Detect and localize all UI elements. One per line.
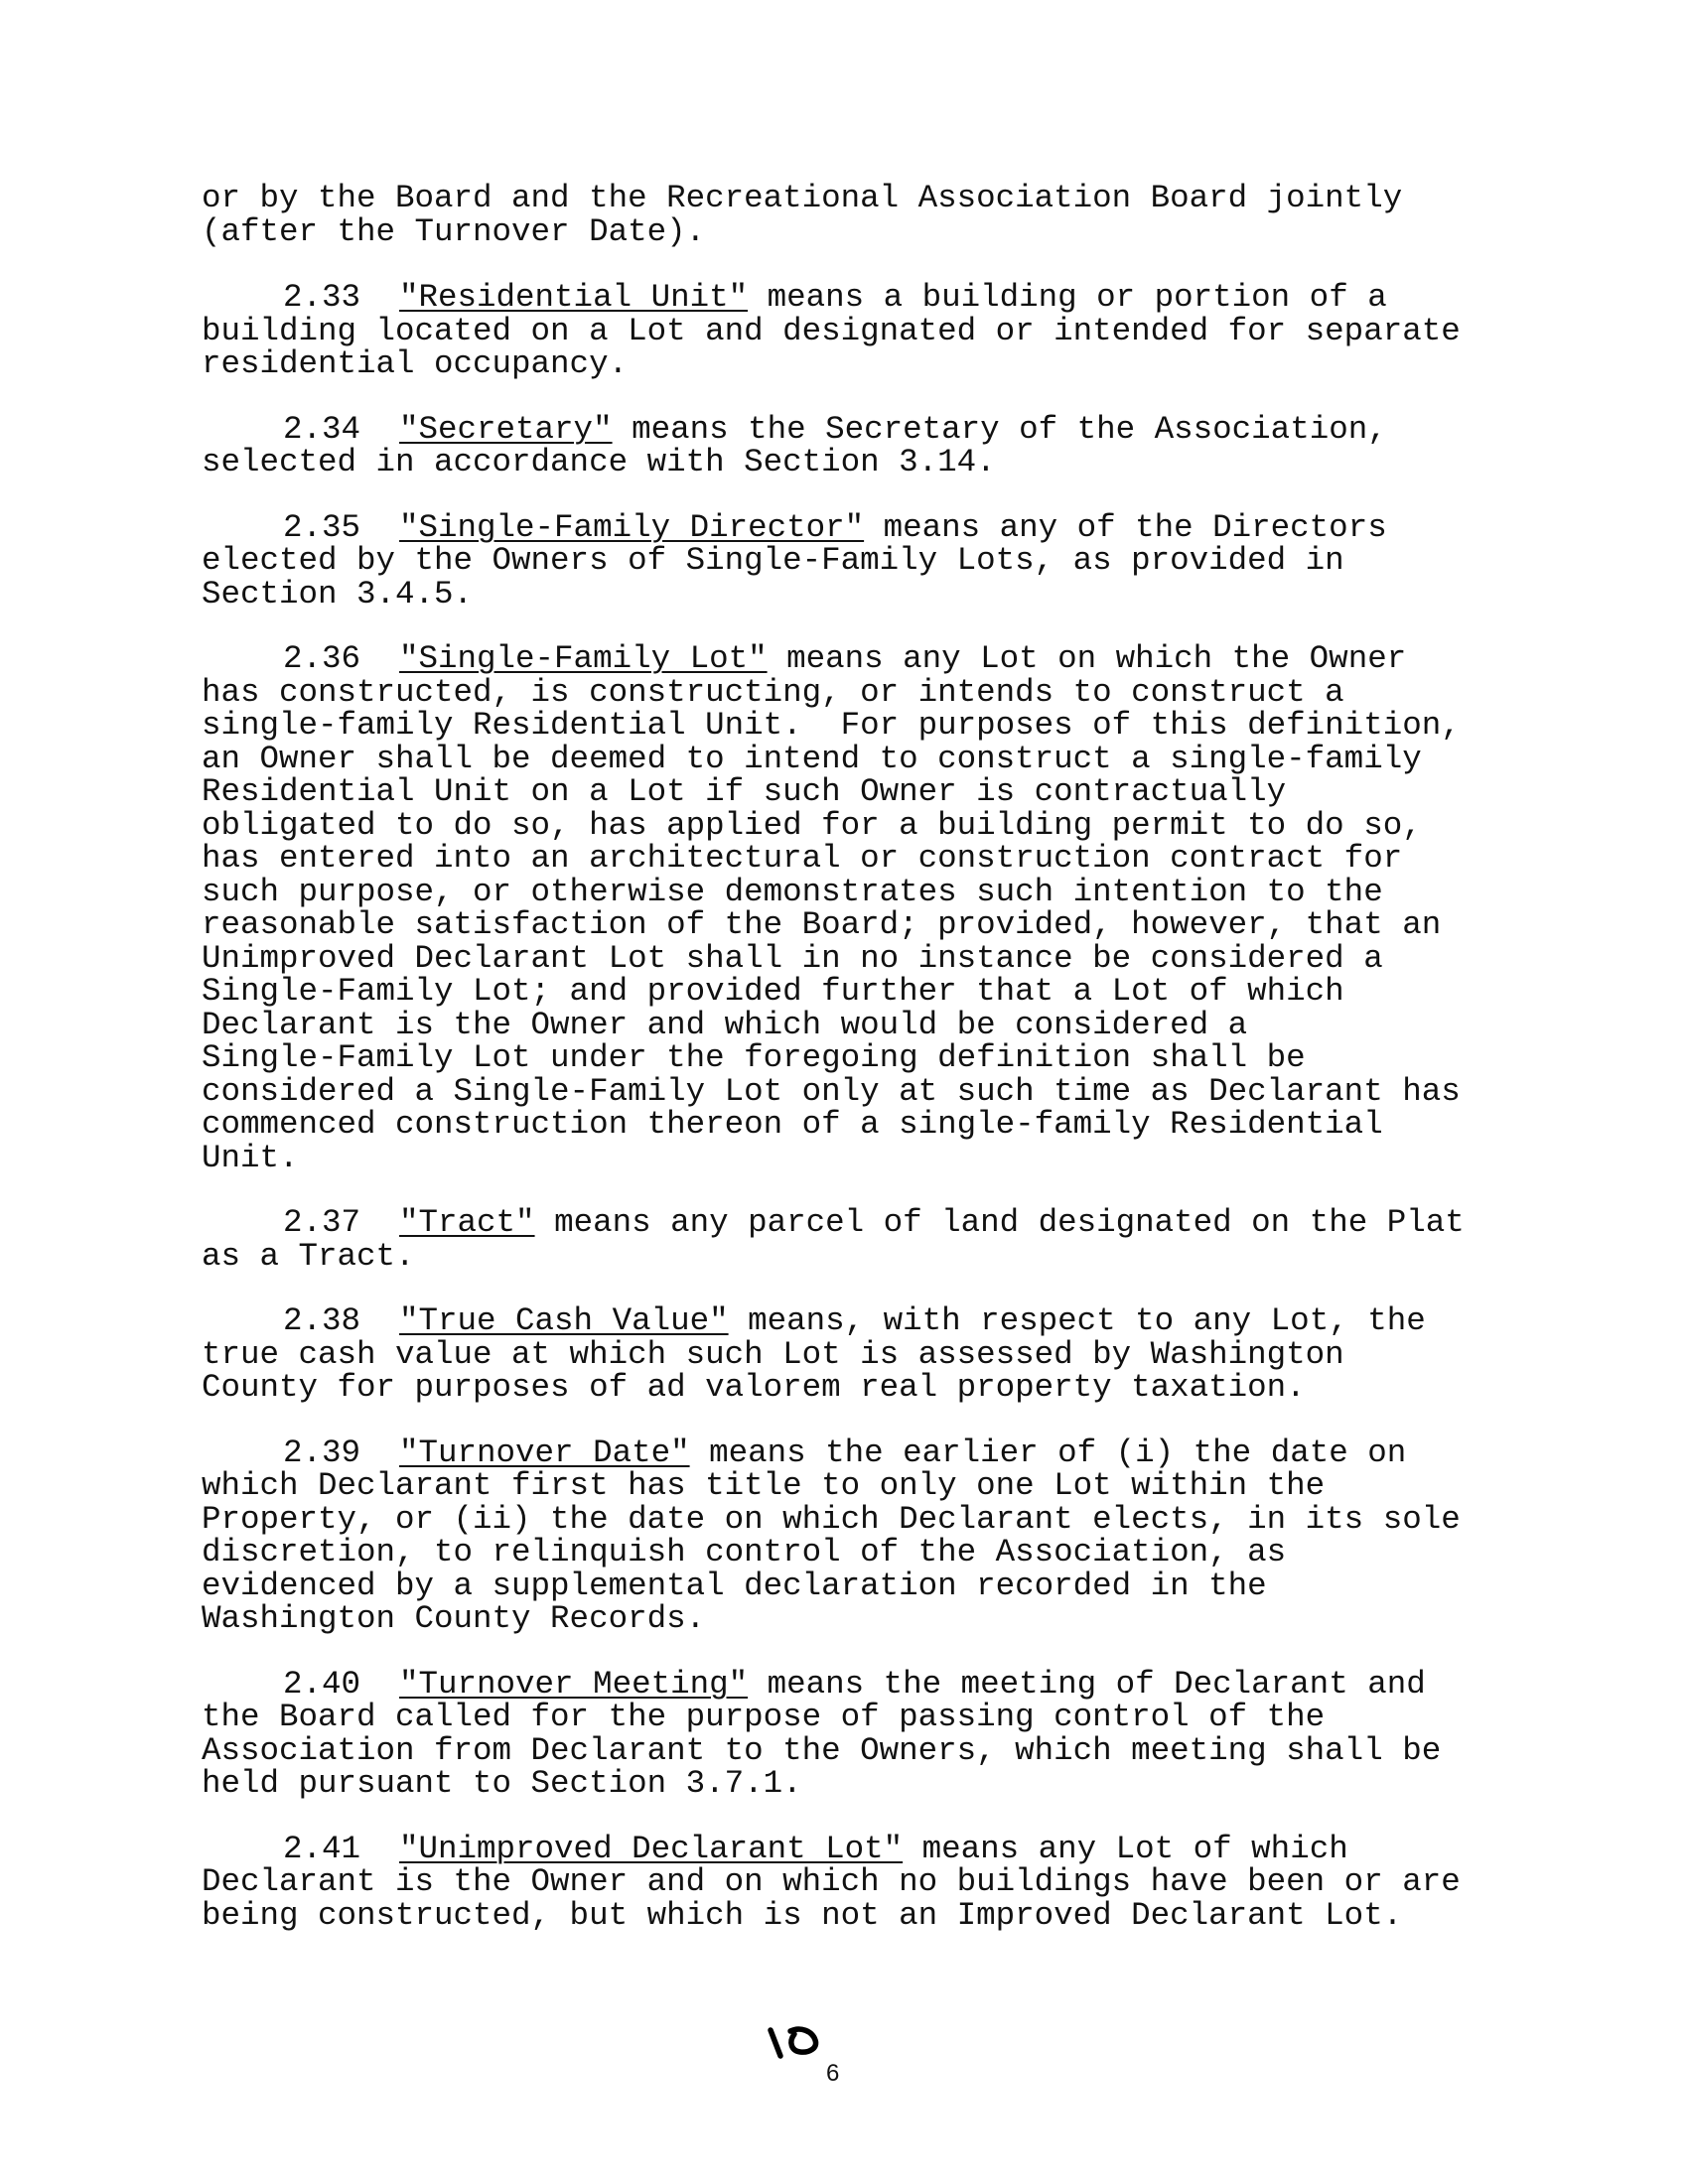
text-line: which Declarant first has title to only one Lot within the — [202, 1467, 1326, 1504]
continuation-paragraph — [202, 182, 1492, 248]
section-number: 2.38 — [283, 1302, 361, 1339]
definition-text: means the earlier of (i) the date on — [689, 1433, 1407, 1471]
definition-heading-line — [202, 1830, 1492, 1867]
page-number: 6 — [826, 2060, 840, 2087]
definition-text: means the meeting of Declarant and — [748, 1665, 1426, 1703]
defined-term: "Secretary" — [399, 410, 613, 448]
text-line: Declarant is the Owner and which would be considered a — [202, 1006, 1248, 1043]
text-line: evidenced by a supplemental declaration recorded in the — [202, 1567, 1267, 1604]
text-line: single-family Residential Unit. For purposes of this definition, — [202, 707, 1461, 744]
text-line: or by the Board and the Recreational Association Board jointly — [202, 180, 1403, 216]
text-line: Residential Unit on a Lot if such Owner is contractually — [202, 773, 1287, 810]
definition-text: means, with respect to any Lot, the — [728, 1302, 1426, 1339]
defined-term: "Single-Family Lot" — [399, 640, 768, 677]
section-number: 2.34 — [283, 410, 361, 448]
definition-text: means any Lot of which — [903, 1830, 1348, 1867]
defined-term: "Unimproved Declarant Lot" — [399, 1830, 904, 1867]
definition-heading-line — [202, 281, 1492, 315]
definition-2-34 — [202, 410, 1492, 480]
text-line: true cash value at which such Lot is assessed by Washington — [202, 1335, 1344, 1373]
text-line: held pursuant to Section 3.7.1. — [202, 1765, 802, 1802]
text-line: Section 3.4.5. — [202, 575, 474, 613]
text-line: Single-Family Lot under the foregoing definition shall be — [202, 1039, 1306, 1076]
text-line: obligated to do so, has applied for a building permit to do so, — [202, 806, 1422, 844]
defined-term: "Single-Family Director" — [399, 508, 865, 546]
definition-heading-line — [202, 1665, 1492, 1703]
definition-2-41 — [202, 1830, 1492, 1934]
text-line: commenced construction thereon of a single-family Residential — [202, 1106, 1383, 1143]
text-line: such purpose, or otherwise demonstrates such intention to the — [202, 873, 1383, 910]
text-line: has entered into an architectural or construction contract for — [202, 840, 1403, 877]
section-number: 2.35 — [283, 508, 361, 546]
definition-heading-line — [202, 410, 1492, 448]
definition-2-35 — [202, 508, 1492, 613]
section-number: 2.39 — [283, 1433, 361, 1471]
definition-text: means any Lot on which the Owner — [767, 640, 1407, 677]
definition-heading-line — [202, 508, 1492, 546]
text-line: building located on a Lot and designated or intended for separate — [202, 312, 1461, 349]
definition-2-36 — [202, 642, 1492, 1174]
text-line: residential occupancy. — [202, 345, 629, 382]
defined-term: "True Cash Value" — [399, 1302, 729, 1339]
defined-term: "Tract" — [399, 1204, 535, 1241]
defined-term: "Turnover Meeting" — [399, 1665, 749, 1703]
text-line: County for purposes of ad valorem real property taxation. — [202, 1369, 1306, 1406]
text-line: Declarant is the Owner and on which no buildings have been or are — [202, 1863, 1461, 1900]
definition-2-39 — [202, 1433, 1492, 1637]
section-number: 2.40 — [283, 1665, 361, 1703]
text-line: Association from Declarant to the Owners, which meeting shall be — [202, 1731, 1442, 1769]
text-line: discretion, to relinquish control of the Association, as — [202, 1534, 1287, 1570]
section-number: 2.41 — [283, 1830, 361, 1867]
text-line: Unit. — [202, 1139, 299, 1176]
definition-text: means any parcel of land designated on the Plat — [534, 1204, 1465, 1241]
definition-heading-line — [202, 1304, 1492, 1338]
text-line: Single-Family Lot; and provided further that a Lot of which — [202, 973, 1344, 1010]
definition-2-38 — [202, 1304, 1492, 1405]
definition-heading-line — [202, 642, 1492, 676]
definition-2-33 — [202, 281, 1492, 381]
text-line: Unimproved Declarant Lot shall in no instance be considered a — [202, 939, 1383, 977]
text-line: has constructed, is constructing, or intends to construct a — [202, 673, 1344, 711]
definition-2-37 — [202, 1206, 1492, 1273]
definition-text: means the Secretary of the Association, — [612, 410, 1387, 448]
text-line: elected by the Owners of Single-Family Lots, as provided in — [202, 542, 1344, 579]
text-line: reasonable satisfaction of the Board; provided, however, that an — [202, 906, 1442, 943]
text-line: Washington County Records. — [202, 1600, 706, 1637]
text-line: considered a Single-Family Lot only at such time as Declarant has — [202, 1072, 1461, 1110]
text-line: Property, or (ii) the date on which Declarant elects, in its sole — [202, 1500, 1461, 1538]
section-number: 2.37 — [283, 1204, 361, 1241]
definition-text: means any of the Directors — [864, 508, 1387, 546]
definition-2-40 — [202, 1665, 1492, 1802]
section-number: 2.33 — [283, 279, 361, 316]
handwritten-page-mark — [765, 2020, 834, 2065]
text-line: as a Tract. — [202, 1237, 415, 1275]
text-line: the Board called for the purpose of passing control of the — [202, 1699, 1326, 1735]
text-line: (after the Turnover Date). — [202, 212, 706, 250]
definition-heading-line — [202, 1206, 1492, 1240]
section-number: 2.36 — [283, 640, 361, 677]
text-line: an Owner shall be deemed to intend to construct a single-family — [202, 740, 1422, 777]
document-body — [202, 182, 1492, 1964]
defined-term: "Residential Unit" — [399, 279, 749, 316]
defined-term: "Turnover Date" — [399, 1433, 690, 1471]
definition-heading-line — [202, 1433, 1492, 1471]
page-footer — [765, 2020, 884, 2090]
text-line: being constructed, but which is not an Improved Declarant Lot. — [202, 1896, 1403, 1934]
text-line: selected in accordance with Section 3.14. — [202, 444, 996, 480]
definition-text: means a building or portion of a — [748, 279, 1387, 316]
